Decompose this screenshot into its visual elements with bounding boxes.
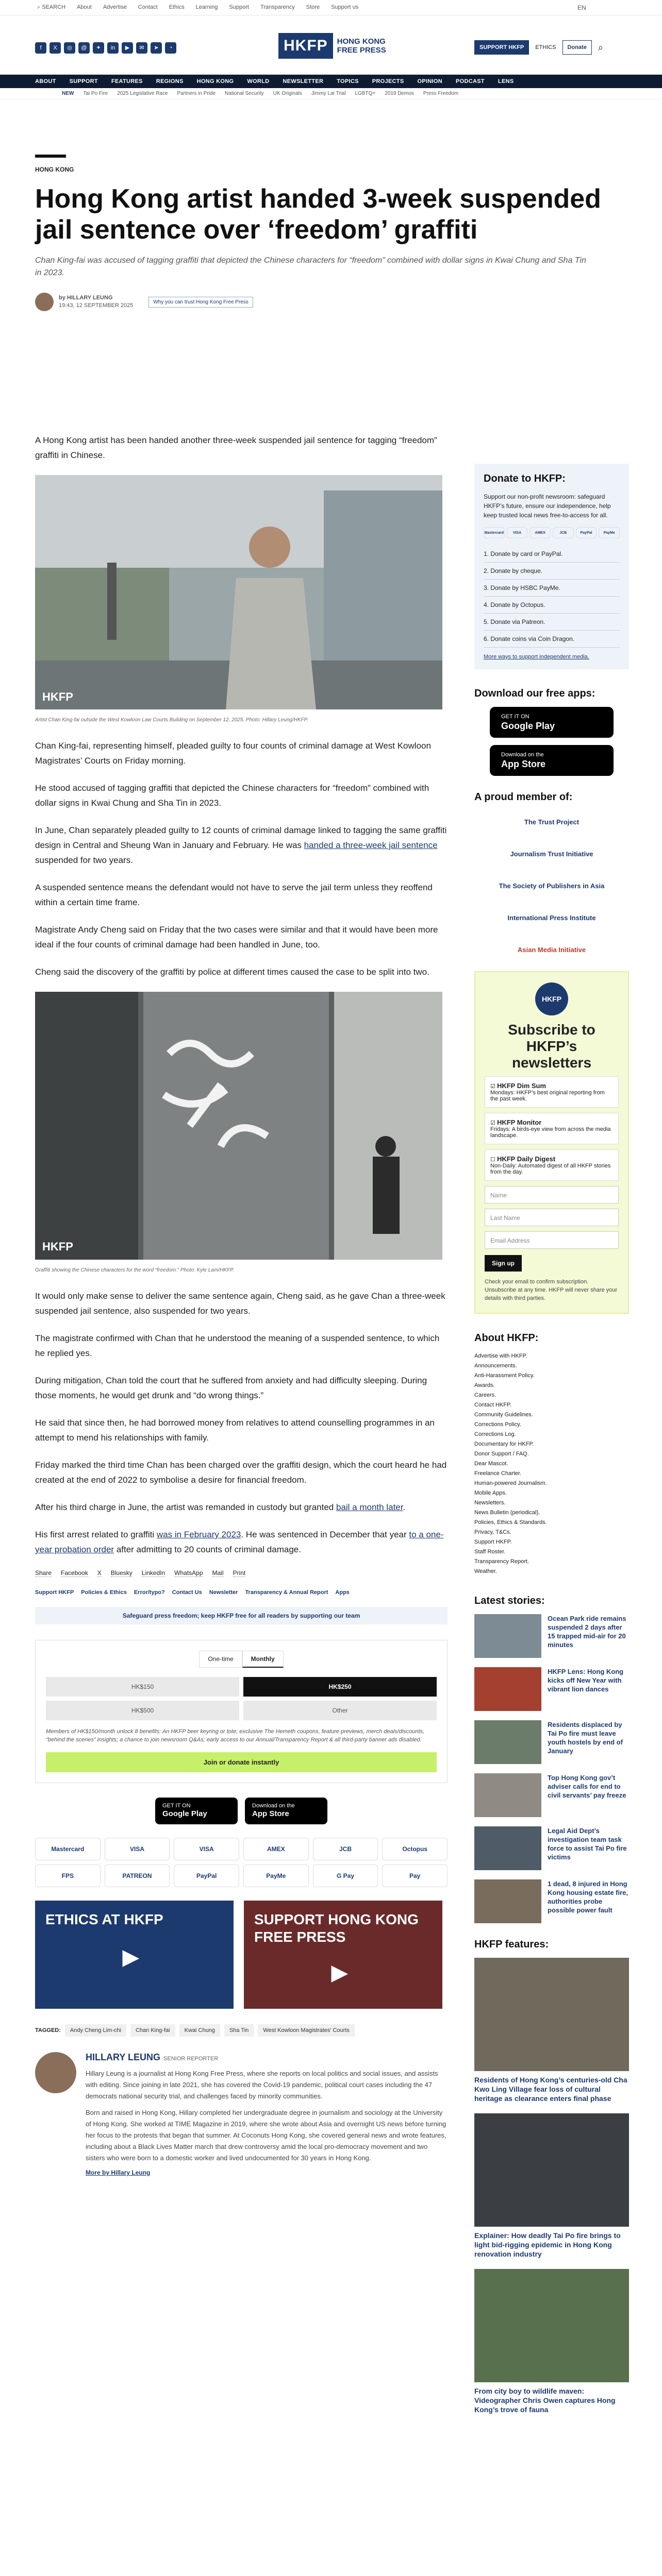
latest-story[interactable]: [474, 1667, 629, 1711]
paragraph: A Hong Kong artist has been handed another three-week suspended jail sentence for tagging “freedom” graffiti in Chinese.: [35, 435, 437, 460]
feature-title[interactable]: From city boy to wildlife maven: Videographer Chris Owen captures Hong Kong’s trove of fauna: [474, 2387, 616, 2414]
svg-text:HKFP: HKFP: [42, 690, 73, 703]
about-link[interactable]: Weather.: [474, 1568, 497, 1574]
email-icon[interactable]: ✉: [136, 42, 147, 54]
checkbox-icon[interactable]: ☐: [490, 1157, 495, 1163]
paragraph: During mitigation, Chan told the court that he suffered from anxiety and had difficulty sleeping. During those moments, he would get drunk and “do wrong things.”: [35, 1376, 427, 1400]
paragraph: In June, Chan separately pleaded guilty to 12 counts of criminal damage linked to tagging the same graffiti design in Central and Sheung Wan in January and February. He was handed a three-week jail sentence suspended for two years.: [35, 825, 447, 865]
donate-method[interactable]: 5. Donate via Patreon.: [484, 614, 620, 631]
amount-option-other[interactable]: Other: [243, 1701, 437, 1720]
trending-item[interactable]: UK Originals: [273, 91, 302, 96]
ethics-promo[interactable]: ETHICS AT HKFP ▶: [35, 1901, 234, 2009]
tab-one-time[interactable]: One-time: [199, 1651, 242, 1668]
payme-logo[interactable]: PayMe: [243, 1865, 309, 1887]
logo-mark: HKFP: [278, 33, 333, 59]
nav-item-hong-kong[interactable]: HONG KONG: [196, 78, 234, 84]
donate-method[interactable]: 6. Donate coins via Coin Dragon.: [484, 631, 620, 648]
story-title[interactable]: 1 dead, 8 injured in Hong Kong housing estate fire, authorities probe possible power fault: [548, 1880, 628, 1914]
bluesky-icon[interactable]: ✦: [93, 42, 104, 54]
trending-item[interactable]: LGBTQ+: [355, 91, 376, 96]
article-body: [35, 433, 448, 2176]
footer-link[interactable]: Error/typo?: [134, 1589, 165, 1596]
author-box: [35, 2052, 448, 2176]
story-title[interactable]: HKFP Lens: Hong Kong kicks off New Year with vibrant lion dances: [548, 1668, 624, 1693]
trending-item[interactable]: Press Freedom: [423, 91, 459, 96]
article-footer-links: [35, 1589, 448, 1596]
latest-story[interactable]: [474, 1773, 629, 1817]
nav-item-world[interactable]: WORLD: [247, 78, 270, 84]
member-widget: [474, 791, 629, 961]
nav-item-about[interactable]: ABOUT: [35, 78, 56, 84]
share-mail[interactable]: Mail: [212, 1569, 224, 1577]
feature-story[interactable]: [474, 2113, 629, 2259]
paragraph: His first arrest related to graffiti was in February 2023. He was sentenced in December that year to a one-year probation order after admitting to 20 counts of criminal damage.: [35, 1530, 444, 1554]
social-icons: [35, 42, 176, 54]
paragraph: A suspended sentence means the defendant would not have to serve the jail term unless they reoffend within a certain time frame.: [35, 883, 433, 907]
story-title[interactable]: Top Hong Kong gov’t adviser calls for end to civil servants’ pay freeze: [548, 1774, 626, 1799]
paragraph: Friday marked the third time Chan has been charged over the graffiti design, which the court heard he had created at the end of 2022 to symbolise a desire for financial freedom.: [35, 1460, 447, 1485]
about-link[interactable]: Mobile Apps.: [474, 1490, 507, 1496]
trust-link[interactable]: Why you can trust Hong Kong Free Press: [148, 297, 253, 308]
donate-method[interactable]: 4. Donate by Octopus.: [484, 597, 620, 614]
about-link[interactable]: Staff Roster.: [474, 1549, 506, 1555]
share-facebook[interactable]: Facebook: [61, 1569, 88, 1577]
about-link[interactable]: Privacy, T&Cs.: [474, 1529, 511, 1535]
tag[interactable]: Chan King-fai: [130, 2024, 175, 2037]
inline-link[interactable]: bail a month later: [336, 1502, 403, 1512]
ipi-logo[interactable]: International Press Institute: [507, 913, 596, 922]
nav-item-topics[interactable]: TOPICS: [337, 78, 359, 84]
graffiti-photo: [35, 992, 442, 1260]
main-nav: [0, 75, 662, 88]
ami-logo[interactable]: Asian Media Initiative: [517, 945, 586, 954]
member-heading: A proud member of:: [474, 791, 573, 803]
search-button[interactable]: ⌕ SEARCH: [37, 4, 66, 10]
inline-link[interactable]: was in February 2023: [156, 1530, 241, 1539]
feature-title[interactable]: Residents of Hong Kong’s centuries-old Cha Kwo Ling Village fear loss of cultural heritage as clearance enters final phase: [474, 2076, 627, 2103]
amex-logo[interactable]: AMEX: [243, 1838, 309, 1860]
privacy-note: Check your email to confirm subscription. Unsubscribe at any time. HKFP will never share your details with third parties.: [485, 1279, 618, 1301]
mastercard-logo[interactable]: Mastercard: [35, 1838, 101, 1860]
visa-logo: VISA: [507, 527, 528, 538]
apple-pay-logo[interactable]: Pay: [382, 1865, 448, 1887]
paypal-logo[interactable]: PayPal: [174, 1865, 239, 1887]
inline-link[interactable]: handed a three-week jail sentence: [304, 840, 438, 850]
fps-logo[interactable]: FPS: [35, 1865, 101, 1887]
article-photo[interactable]: [35, 475, 442, 712]
logo-text: HONG KONG FREE PRESS: [337, 37, 386, 55]
feature-story[interactable]: [474, 1958, 629, 2103]
share-print[interactable]: Print: [233, 1569, 246, 1577]
paragraph: Magistrate Andy Cheng said on Friday that the two cases were similar and that it would have been more ideal if the four counts of criminal damage had been handled in June, too.: [35, 925, 438, 950]
donate-heading: Donate to HKFP:: [484, 473, 566, 484]
about-link[interactable]: Donor Support / FAQ.: [474, 1451, 529, 1457]
trending-bar: [0, 88, 662, 99]
visa-logo[interactable]: VISA: [105, 1838, 170, 1860]
story-thumbnail: [474, 1614, 541, 1658]
about-link[interactable]: Careers.: [474, 1392, 496, 1398]
hkfp-badge: HKFP: [535, 982, 568, 1015]
topbar-link-store[interactable]: Store: [306, 4, 320, 10]
paragraph: The magistrate confirmed with Chan that he understood the meaning of a suspended sentence, to which he replied yes.: [35, 1333, 440, 1358]
mastercard-logo: Mastercard: [484, 527, 505, 538]
story-thumbnail: [474, 1667, 541, 1711]
threads-icon[interactable]: @: [78, 42, 90, 54]
membership-benefits: Members of HK$150/month unlock 8 benefits: An HKFP beer keyring or tote; exclusive The Hemeth coupons, feature previews, merch deals/discounts, “behind the scenes” insights; a chance to join newsroom Q&As; early access to our Annual/Transparency Report & all third-party banner ads disabled.: [46, 1728, 425, 1743]
donate-methods: [484, 546, 620, 648]
first-name-input[interactable]: Name: [485, 1186, 619, 1204]
telegram-icon[interactable]: ➤: [151, 42, 162, 54]
tag[interactable]: Sha Tin: [224, 2024, 254, 2037]
trending-item[interactable]: Partners in Pride: [177, 91, 216, 96]
play-icon: ▶: [332, 1961, 347, 1984]
facebook-icon[interactable]: f: [35, 42, 46, 54]
article-photo[interactable]: [35, 992, 442, 1262]
jti-logo[interactable]: Journalism Trust Initiative: [510, 850, 593, 858]
tags-label: TAGGED:: [35, 2027, 61, 2033]
donate-method[interactable]: 3. Donate by HSBC PayMe.: [484, 580, 620, 597]
trending-item[interactable]: Jimmy Lai Trial: [311, 91, 346, 96]
topbar-link-learning[interactable]: Learning: [195, 4, 218, 10]
features-heading: HKFP features:: [474, 1939, 549, 1950]
footer-link[interactable]: Policies & Ethics: [81, 1589, 127, 1596]
app-badges: [35, 1798, 448, 1824]
nav-item-podcast[interactable]: PODCAST: [456, 78, 485, 84]
about-link[interactable]: Policies, Ethics & Standards.: [474, 1519, 547, 1526]
latest-story[interactable]: [474, 1879, 629, 1923]
svg-text:HKFP: HKFP: [42, 1240, 73, 1253]
donate-method[interactable]: 1. Donate by card or PayPal.: [484, 546, 620, 563]
last-name-input[interactable]: Last Name: [485, 1209, 619, 1226]
byline: [35, 293, 627, 311]
signup-button[interactable]: Sign up: [485, 1255, 522, 1272]
octopus-logo[interactable]: Octopus: [382, 1838, 448, 1860]
email-input[interactable]: Email Address: [485, 1231, 619, 1249]
join-button[interactable]: Join or donate instantly: [46, 1752, 437, 1772]
support-promo[interactable]: SUPPORT HONG KONG FREE PRESS ▶: [244, 1901, 442, 2009]
amount-options: [46, 1677, 437, 1720]
paragraph: He said that since then, he had borrowed money from relatives to attend counselling programmes in an attempt to mend his relationships with family.: [35, 1418, 435, 1443]
article-header: [35, 155, 627, 311]
tags: [35, 2024, 448, 2037]
trust-project-logo[interactable]: The Trust Project: [524, 818, 580, 826]
amount-option[interactable]: HK$500: [46, 1701, 239, 1720]
patreon-logo[interactable]: PATREON: [105, 1865, 170, 1887]
frequency-tabs: [46, 1651, 437, 1668]
trending-item[interactable]: 2025 Legislative Race: [117, 91, 168, 96]
about-link[interactable]: Awards.: [474, 1382, 495, 1388]
topbar-link-contact[interactable]: Contact: [138, 4, 158, 10]
donate-method[interactable]: 2. Donate by cheque.: [484, 563, 620, 580]
trending-item[interactable]: Tai Po Fire: [83, 91, 108, 96]
features-widget: [474, 1939, 629, 2414]
checkbox-icon[interactable]: ☑: [490, 1120, 495, 1126]
about-link[interactable]: Human-powered Journalism.: [474, 1480, 547, 1486]
safeguard-banner[interactable]: Safeguard press freedom; keep HKFP free for all readers by supporting our team: [35, 1607, 448, 1624]
author-bio: Born and raised in Hong Kong, Hillary completed her undergraduate degree in journalism and sociology at the University of Hong Kong. She worked at TIME Magazine in 2019, where she wrote about Asia and overnight US news before turning her focus to the protests that began that summer. At Coconuts Hong Kong, she covered general news and wrote features, including about a Black Lives Matter march that drew controversy amid the local pro-democracy movement and two sisters who were born to a domestic worker and lived undocumented for 30 years in Hong Kong.: [86, 2109, 446, 2162]
about-link[interactable]: Documentary for HKFP.: [474, 1441, 534, 1447]
newsletter-option[interactable]: ☑ HKFP Monitor Fridays: A birds-eye view from across the media landscape.: [485, 1113, 619, 1144]
author-bio: Hillary Leung is a journalist at Hong Kong Free Press, where she reports on local politics and social issues, and assists with editing. Since joining in late 2021, she has covered the Covid-19 pandemic, political court cases including the 47 democrats national security trial, and challenges faced by minority communities.: [86, 2070, 438, 2100]
about-link[interactable]: Freelance Charter.: [474, 1470, 522, 1477]
nav-item-opinion[interactable]: OPINION: [417, 78, 443, 84]
donate-widget: [474, 464, 629, 669]
rss-icon[interactable]: ◔: [165, 42, 176, 54]
tab-monthly[interactable]: Monthly: [242, 1651, 284, 1668]
about-link[interactable]: Announcements.: [474, 1363, 517, 1369]
about-link[interactable]: Support HKFP.: [474, 1539, 512, 1545]
about-link[interactable]: Corrections Log.: [474, 1431, 516, 1437]
about-heading: About HKFP:: [474, 1332, 539, 1344]
visa-logo[interactable]: VISA: [174, 1838, 239, 1860]
title-rule: [35, 155, 66, 158]
nav-item-newsletter[interactable]: NEWSLETTER: [283, 78, 324, 84]
tag[interactable]: Kwai Chung: [179, 2024, 220, 2037]
paragraph: Chan King-fai, representing himself, pleaded guilty to four counts of criminal damage at West Kowloon Magistrates’ Courts on Friday morning.: [35, 741, 431, 766]
about-links: [474, 1351, 629, 1577]
share-whatsapp[interactable]: WhatsApp: [174, 1569, 203, 1577]
about-link[interactable]: Dear Mascot.: [474, 1461, 508, 1467]
language-toggle[interactable]: EN: [577, 4, 586, 11]
paragraph: He stood accused of tagging graffiti that depicted the Chinese characters for “freedom” combined with dollar signs in Kwai Chung and Sha Tin in 2023.: [35, 783, 429, 808]
paypal-logo: PayPal: [576, 527, 597, 538]
story-title[interactable]: Ocean Park ride remains suspended 2 days after 15 trapped mid-air for 20 minutes: [548, 1615, 626, 1649]
x-icon[interactable]: X: [49, 42, 61, 54]
promo-videos: [35, 1901, 448, 2009]
topbar-link-support[interactable]: Support: [229, 4, 249, 10]
newsletter-title: Subscribe to HKFP’s newsletters: [508, 1022, 595, 1071]
apps-widget: [474, 688, 629, 776]
paragraph: After his third charge in June, the artist was remanded in custody but granted bail a month later.: [35, 1502, 406, 1512]
latest-story[interactable]: [474, 1614, 629, 1658]
author-photo[interactable]: [35, 2052, 76, 2093]
story-title[interactable]: Residents displaced by Tai Po fire must leave youth hostels by end of January: [548, 1721, 623, 1755]
top-bar: [0, 0, 662, 15]
nav-item-projects[interactable]: PROJECTS: [372, 78, 404, 84]
ethics-link[interactable]: ETHICS: [535, 44, 556, 50]
trending-item[interactable]: National Security: [225, 91, 264, 96]
topbar-link-ethics[interactable]: Ethics: [169, 4, 185, 10]
google-play-badge[interactable]: GET IT ON Google Play: [490, 707, 614, 738]
paragraph: It would only make sense to deliver the same sentence again, Cheng said, as he gave Chan a three-week suspended jail sentence, also suspended for two years.: [35, 1291, 445, 1316]
story-thumbnail: [474, 1826, 541, 1870]
play-icon: ▶: [123, 1946, 139, 1969]
about-link[interactable]: Transparency Report.: [474, 1558, 529, 1565]
sopa-logo[interactable]: The Society of Publishers in Asia: [499, 882, 605, 890]
latest-story[interactable]: [474, 1720, 629, 1764]
photo-caption: Artist Chan King-fai outside the West Kowloon Law Courts Building on September 12, 2025. Photo: Hillary Leung/HKFP.: [35, 717, 308, 723]
jcb-logo[interactable]: JCB: [313, 1838, 378, 1860]
topbar-link-support-us[interactable]: Support us: [331, 4, 359, 10]
donate-button[interactable]: Donate: [562, 40, 592, 55]
article-title: Hong Kong artist handed 3-week suspended jail sentence over ‘freedom’ graffiti: [35, 184, 601, 245]
article-category[interactable]: HONG KONG: [35, 166, 74, 173]
checkbox-icon[interactable]: ☑: [490, 1083, 495, 1090]
about-link[interactable]: Advertise with HKFP.: [474, 1353, 527, 1359]
header-actions: [474, 40, 603, 55]
footer-link[interactable]: Transparency & Annual Report: [245, 1589, 328, 1596]
story-title[interactable]: Legal Aid Dept’s investigation team task force to assist Tai Po fire victims: [548, 1827, 627, 1861]
member-logos: [474, 810, 629, 961]
latest-widget: [474, 1595, 629, 1923]
about-link[interactable]: Newsletters.: [474, 1500, 506, 1506]
story-thumbnail: [474, 1720, 541, 1764]
search-icon[interactable]: ⌕: [598, 42, 603, 53]
amex-logo: AMEX: [529, 527, 551, 538]
tag[interactable]: Andy Cheng Lim-chi: [65, 2024, 126, 2037]
apps-heading: Download our free apps:: [474, 688, 595, 699]
payme-logo: PayMe: [599, 527, 620, 538]
about-widget: [474, 1332, 629, 1577]
feature-thumbnail: [474, 2269, 629, 2382]
nav-item-support[interactable]: SUPPORT: [69, 78, 98, 84]
feature-thumbnail: [474, 2113, 629, 2227]
author-info: [86, 2052, 448, 2176]
inline-link[interactable]: to a one-year probation order: [35, 1530, 444, 1554]
nav-item-lens[interactable]: LENS: [498, 78, 514, 84]
share-linkedin[interactable]: LinkedIn: [141, 1569, 166, 1577]
about-link[interactable]: Community Guidelines.: [474, 1412, 533, 1418]
newsletter-widget: [474, 971, 629, 1314]
youtube-icon[interactable]: ▶: [122, 42, 133, 54]
more-ways-link[interactable]: More ways to support independent media.: [484, 654, 589, 660]
nav-item-regions[interactable]: REGIONS: [156, 78, 184, 84]
article-subtitle: Chan King-fai was accused of tagging graffiti that depicted the Chinese characters for “freedom” combined with dollar signs in Kwai Chung and Sha Tin in 2023.: [35, 256, 586, 277]
site-header: [0, 15, 662, 75]
donate-text: Support our non-profit newsroom: safeguard HKFP’s future, ensure our independence, help keep trusted local news free-to-access for all.: [484, 493, 611, 519]
topbar-link-advertise[interactable]: Advertise: [103, 4, 127, 10]
instagram-icon[interactable]: ◎: [64, 42, 75, 54]
feature-story[interactable]: [474, 2269, 629, 2414]
payment-methods: [35, 1838, 448, 1887]
footer-link[interactable]: Newsletter: [209, 1589, 238, 1596]
latest-story[interactable]: [474, 1826, 629, 1870]
latest-heading: Latest stories:: [474, 1595, 545, 1606]
about-link[interactable]: Contact HKFP.: [474, 1402, 511, 1408]
jcb-logo: JCB: [553, 527, 574, 538]
google-play-badge[interactable]: GET IT ON Google Play: [155, 1798, 238, 1824]
google-pay-logo[interactable]: G Pay: [313, 1865, 378, 1887]
about-link[interactable]: Corrections Policy.: [474, 1421, 521, 1428]
share-x[interactable]: X: [97, 1569, 102, 1577]
paragraph: Cheng said the discovery of the graffiti by police at different times caused the case to be split into two.: [35, 967, 429, 977]
footer-link[interactable]: Apps: [335, 1589, 350, 1596]
share-bluesky[interactable]: Bluesky: [110, 1569, 133, 1577]
sidebar: [474, 464, 629, 2425]
newsletter-option[interactable]: ☑ HKFP Dim Sum Mondays: HKFP’s best original reporting from the past week.: [485, 1076, 619, 1108]
app-store-badge[interactable]: Download on the App Store: [490, 745, 614, 776]
about-link[interactable]: Anti-Harassment Policy.: [474, 1372, 535, 1379]
share-bar: [35, 1569, 448, 1577]
support-hkfp-button[interactable]: SUPPORT HKFP: [474, 40, 529, 55]
trending-item[interactable]: 2019 Demos: [385, 91, 414, 96]
artist-photo: [35, 475, 442, 709]
topbar-link-transparency[interactable]: Transparency: [260, 4, 295, 10]
story-thumbnail: [474, 1879, 541, 1923]
membership-box: [35, 1640, 448, 1783]
more-by-author-link[interactable]: More by Hillary Leung: [86, 2169, 151, 2176]
share-label: Share: [35, 1569, 52, 1577]
photo-caption: Graffiti showing the Chinese characters for the word “freedom.” Photo: Kyle Lam/HKFP.: [35, 1267, 235, 1273]
trending-label: NEW: [62, 91, 74, 96]
site-logo[interactable]: [278, 33, 386, 59]
author-name[interactable]: HILLARY LEUNG SENIOR REPORTER: [86, 2052, 219, 2062]
newsletter-option[interactable]: ☐ HKFP Daily Digest Non-Daily: Automated digest of all HKFP stories from the day.: [485, 1149, 619, 1181]
author-avatar[interactable]: [35, 293, 54, 311]
app-store-badge[interactable]: Download on the App Store: [245, 1798, 327, 1824]
byline-text: by HILLARY LEUNG 19:43, 12 SEPTEMBER 2025: [59, 295, 134, 309]
footer-link[interactable]: Support HKFP: [35, 1589, 74, 1596]
tag[interactable]: West Kowloon Magistrates' Courts: [258, 2024, 355, 2037]
amount-option-selected[interactable]: HK$250: [243, 1677, 437, 1697]
donate-payment-logos: [484, 527, 620, 538]
feature-thumbnail: [474, 1958, 629, 2071]
feature-title[interactable]: Explainer: How deadly Tai Po fire brings to light bid-rigging epidemic in Hong Kong renovation industry: [474, 2231, 621, 2258]
footer-link[interactable]: Contact Us: [172, 1589, 202, 1596]
linkedin-icon[interactable]: in: [107, 42, 119, 54]
story-thumbnail: [474, 1773, 541, 1817]
about-link[interactable]: News Bulletin (periodical).: [474, 1510, 540, 1516]
nav-item-features[interactable]: FEATURES: [111, 78, 143, 84]
search-icon: ⌕: [37, 4, 41, 10]
topbar-link-about[interactable]: About: [77, 4, 92, 10]
amount-option[interactable]: HK$150: [46, 1677, 239, 1697]
